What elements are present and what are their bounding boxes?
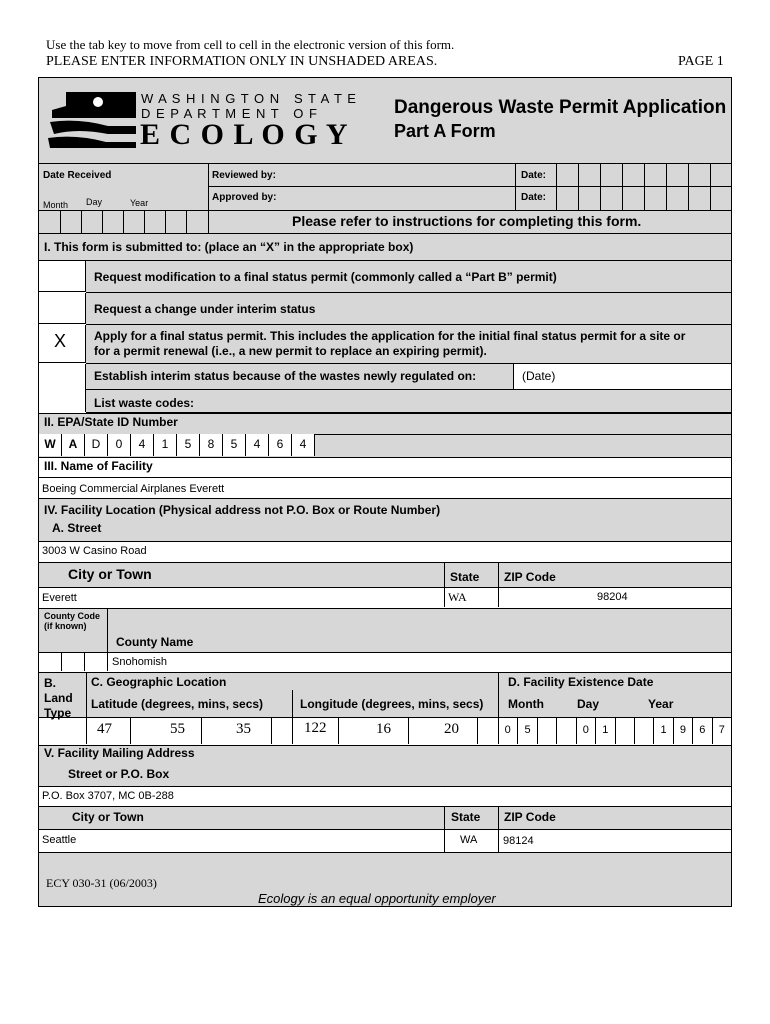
mail-state-value[interactable]: WA xyxy=(460,834,478,846)
date-label-1: Date: xyxy=(521,170,547,181)
lat-degrees[interactable]: 47 xyxy=(97,721,112,737)
opt4-date-label: (Date) xyxy=(522,369,556,383)
month-label: Month xyxy=(43,200,69,210)
existence-date-fields[interactable] xyxy=(498,717,731,744)
lat-minutes[interactable]: 55 xyxy=(170,721,185,737)
epa-id-char[interactable]: 5 xyxy=(177,434,200,456)
equal-opportunity: Ecology is an equal opportunity employer xyxy=(258,891,496,906)
epa-id-field[interactable] xyxy=(39,434,323,456)
street-label: A. Street xyxy=(52,521,102,535)
existence-date-digit[interactable]: 1 xyxy=(595,717,614,744)
long-minutes[interactable]: 16 xyxy=(376,721,391,737)
epa-id-char[interactable]: 1 xyxy=(154,434,177,456)
year-col-label: Year xyxy=(648,697,674,711)
blank-shaded-row xyxy=(39,852,731,876)
section5-heading: V. Facility Mailing Address xyxy=(44,746,195,760)
opt2-label: Request a change under interim status xyxy=(94,302,316,316)
long-seconds[interactable]: 20 xyxy=(444,721,459,737)
county-name-value[interactable]: Snohomish xyxy=(112,656,168,668)
zip-label: ZIP Code xyxy=(504,570,556,584)
unshaded-notice: PLEASE ENTER INFORMATION ONLY IN UNSHADED AREAS. xyxy=(46,54,438,69)
approved-by-label: Approved by: xyxy=(212,192,277,203)
office-date-boxes xyxy=(556,164,731,210)
existence-date-digit[interactable] xyxy=(556,717,575,744)
epa-id-char[interactable]: W xyxy=(39,434,62,456)
waste-codes-label: List waste codes: xyxy=(94,396,195,410)
month-col-label: Month xyxy=(508,697,544,711)
opt1-checkbox[interactable] xyxy=(39,261,86,292)
zip-value[interactable]: 98204 xyxy=(597,591,628,603)
divider xyxy=(444,562,445,607)
epa-id-char[interactable]: 4 xyxy=(292,434,315,456)
divider xyxy=(498,562,499,607)
opt3-checkbox[interactable] xyxy=(39,325,86,363)
city-value[interactable]: Everett xyxy=(42,592,77,604)
existence-date-digit[interactable]: 0 xyxy=(576,717,595,744)
opt2-checkbox[interactable] xyxy=(39,293,86,324)
existence-date-digit[interactable]: 0 xyxy=(504,724,511,736)
long-degrees[interactable]: 122 xyxy=(304,720,327,736)
existence-date-digit[interactable]: 7 xyxy=(712,717,731,744)
ecology-logo-icon xyxy=(48,92,136,148)
state-value[interactable]: WA xyxy=(448,590,467,604)
street-value[interactable]: 3003 W Casino Road xyxy=(42,545,147,557)
section1-heading: I. This form is submitted to: (place an “X” in the appropriate box) xyxy=(44,240,414,254)
section3-heading: III. Name of Facility xyxy=(44,459,153,473)
city-label: City or Town xyxy=(68,566,152,582)
county-code-label: County Code (if known) xyxy=(44,611,100,631)
divider xyxy=(498,806,499,852)
reviewed-by-label: Reviewed by: xyxy=(212,170,276,181)
page-label: PAGE 1 xyxy=(678,54,724,69)
lat-seconds[interactable]: 35 xyxy=(236,721,251,737)
date-received-boxes xyxy=(39,211,209,233)
section4-heading: IV. Facility Location (Physical address not P.O. Box or Route Number) xyxy=(44,503,441,517)
epa-id-char[interactable]: D xyxy=(85,434,108,456)
existence-date-label: D. Facility Existence Date xyxy=(508,675,654,689)
logo-line1: W A S H I N G T O N S T A T E xyxy=(141,91,357,106)
existence-date-digit[interactable]: 9 xyxy=(673,717,692,744)
form-subtitle: Part A Form xyxy=(394,121,496,141)
state-label: State xyxy=(450,570,480,584)
mail-city-label: City or Town xyxy=(72,810,144,824)
opt1-label: Request modification to a final status permit (commonly called a “Part B” permit) xyxy=(94,270,557,284)
opt4-date-field[interactable] xyxy=(514,364,731,390)
mail-city-value[interactable]: Seattle xyxy=(42,834,77,846)
opt3-label-line2: for a permit renewal (i.e., a new permit to replace an expiring permit). xyxy=(94,344,487,358)
existence-date-digit[interactable]: 6 xyxy=(692,717,711,744)
lat-long-fields[interactable] xyxy=(86,717,498,744)
form-title: Dangerous Waste Permit Application xyxy=(394,97,727,118)
divider xyxy=(107,608,108,671)
epa-id-char[interactable]: 0 xyxy=(108,434,131,456)
mail-zip-value[interactable]: 98124 xyxy=(503,835,534,847)
divider xyxy=(39,477,731,478)
form-number: ECY 030-31 (06/2003) xyxy=(46,876,157,890)
existence-date-digit[interactable] xyxy=(537,717,556,744)
existence-date-digit[interactable]: 5 xyxy=(517,717,536,744)
logo-line3: E C O L O G Y xyxy=(140,118,349,151)
logo-line2: D E P A R T M E N T O F xyxy=(141,106,318,121)
epa-id-char[interactable]: 5 xyxy=(223,434,246,456)
mail-street-value[interactable]: P.O. Box 3707, MC 0B-288 xyxy=(42,790,174,802)
section2-heading: II. EPA/State ID Number xyxy=(44,415,178,429)
epa-id-char[interactable]: 4 xyxy=(131,434,154,456)
epa-id-char[interactable]: 6 xyxy=(269,434,292,456)
opt4-checkbox[interactable] xyxy=(39,364,86,412)
land-type-field[interactable] xyxy=(39,717,86,744)
opt3-label-line1: Apply for a final status permit. This includes the application for the initial final status permit for a site or xyxy=(94,329,686,343)
year-label: Year xyxy=(130,198,149,208)
epa-id-char[interactable]: A xyxy=(62,434,85,456)
epa-id-char[interactable]: 8 xyxy=(200,434,223,456)
existence-date-digit[interactable] xyxy=(615,717,634,744)
geo-location-label: C. Geographic Location xyxy=(91,675,227,689)
date-label-2: Date: xyxy=(521,192,547,203)
refer-instructions: Please refer to instructions for completing this form. xyxy=(292,213,642,229)
date-received-label: Date Received xyxy=(43,170,112,181)
instruction-line: Use the tab key to move from cell to cell in the electronic version of this form. xyxy=(46,37,455,52)
mail-zip-label: ZIP Code xyxy=(504,810,556,824)
mail-street-label: Street or P.O. Box xyxy=(68,767,170,781)
facility-name-value[interactable]: Boeing Commercial Airplanes Everett xyxy=(42,483,225,495)
opt3-mark: X xyxy=(54,331,67,351)
county-code-field[interactable] xyxy=(39,652,107,671)
epa-id-char[interactable]: 4 xyxy=(246,434,269,456)
longitude-label: Longitude (degrees, mins, secs) xyxy=(300,697,484,711)
divider xyxy=(208,164,209,210)
day-label: Day xyxy=(86,197,103,207)
county-name-label: County Name xyxy=(116,635,194,649)
land-type-label: B. Land Type xyxy=(44,676,73,720)
latitude-label: Latitude (degrees, mins, secs) xyxy=(91,697,264,711)
existence-date-digit[interactable] xyxy=(634,717,653,744)
day-col-label: Day xyxy=(577,697,600,711)
opt4-label: Establish interim status because of the wastes newly regulated on: xyxy=(94,369,477,383)
mail-state-label: State xyxy=(451,810,481,824)
existence-date-digit[interactable]: 1 xyxy=(653,717,672,744)
divider xyxy=(444,806,445,852)
divider xyxy=(515,164,516,210)
